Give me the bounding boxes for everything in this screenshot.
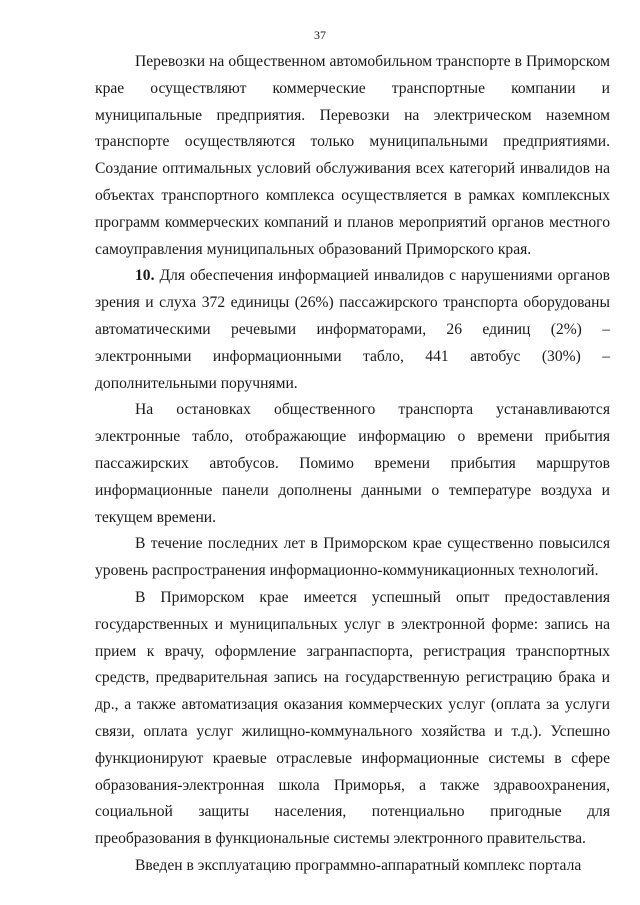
document-body	[95, 49, 610, 880]
item-10-text: Для обеспечения информацией инвалидов с нарушениями органов зрения и слуха 372 единицы (26%) пассажирского транспорта оборудованы автоматическими речевыми информаторами, 26 единиц (2%) – электронными информационными табло, 441 автобус (30%) – дополнительными поручнями.	[95, 267, 610, 392]
paragraph-e-services: В Приморском крае имеется успешный опыт предоставления государственных и муниципальных услуг в электронной форме: запись на прием к врачу, оформление загранпаспорта, регистрация транспортных средств, предварительная запись на государственную регистрацию брака и др., а также автоматизация оказания коммерческих услуг (оплата за услуги связи, оплата услуг жилищно-коммунального хозяйства и т.д.). Успешно функционируют краевые отраслевые информационные системы в сфере образования-электронная школа Приморья, а также здравоохранения, социальной защиты населения, потенциально пригодные для преобразования в функциональные системы электронного правительства.	[95, 588, 610, 848]
paragraph-ict-growth: В течение последних лет в Приморском крае существенно повысился уровень распространения информационно-коммуникационных технологий.	[95, 535, 610, 580]
item-number: 10.	[135, 267, 155, 285]
paragraph-portal: Введен в эксплуатацию программно-аппаратный комплекс портала	[135, 856, 582, 874]
page-number: 37	[314, 28, 326, 42]
paragraph-transport-operators: Перевозки на общественном автомобильном транспорте в Приморском крае осуществляют коммерческие транспортные компании и муниципальные предприятия. Перевозки на электрическом наземном транспорте осуществляются только муниципальными предприятиями. Создание оптимальных условий обслуживания всех категорий инвалидов на объектах транспортного комплекса осуществляется в рамках комплексных программ коммерческих компаний и планов мероприятий органов местного самоуправления муниципальных образований Приморского края.	[95, 53, 610, 258]
paragraph-electronic-boards: На остановках общественного транспорта устанавливаются электронные табло, отображающие информацию о времени прибытия пассажирских автобусов. Помимо времени прибытия маршрутов информационные панели дополнены данными о температуре воздуха и текущем времени.	[95, 401, 610, 526]
paragraph-item-10	[95, 263, 610, 397]
